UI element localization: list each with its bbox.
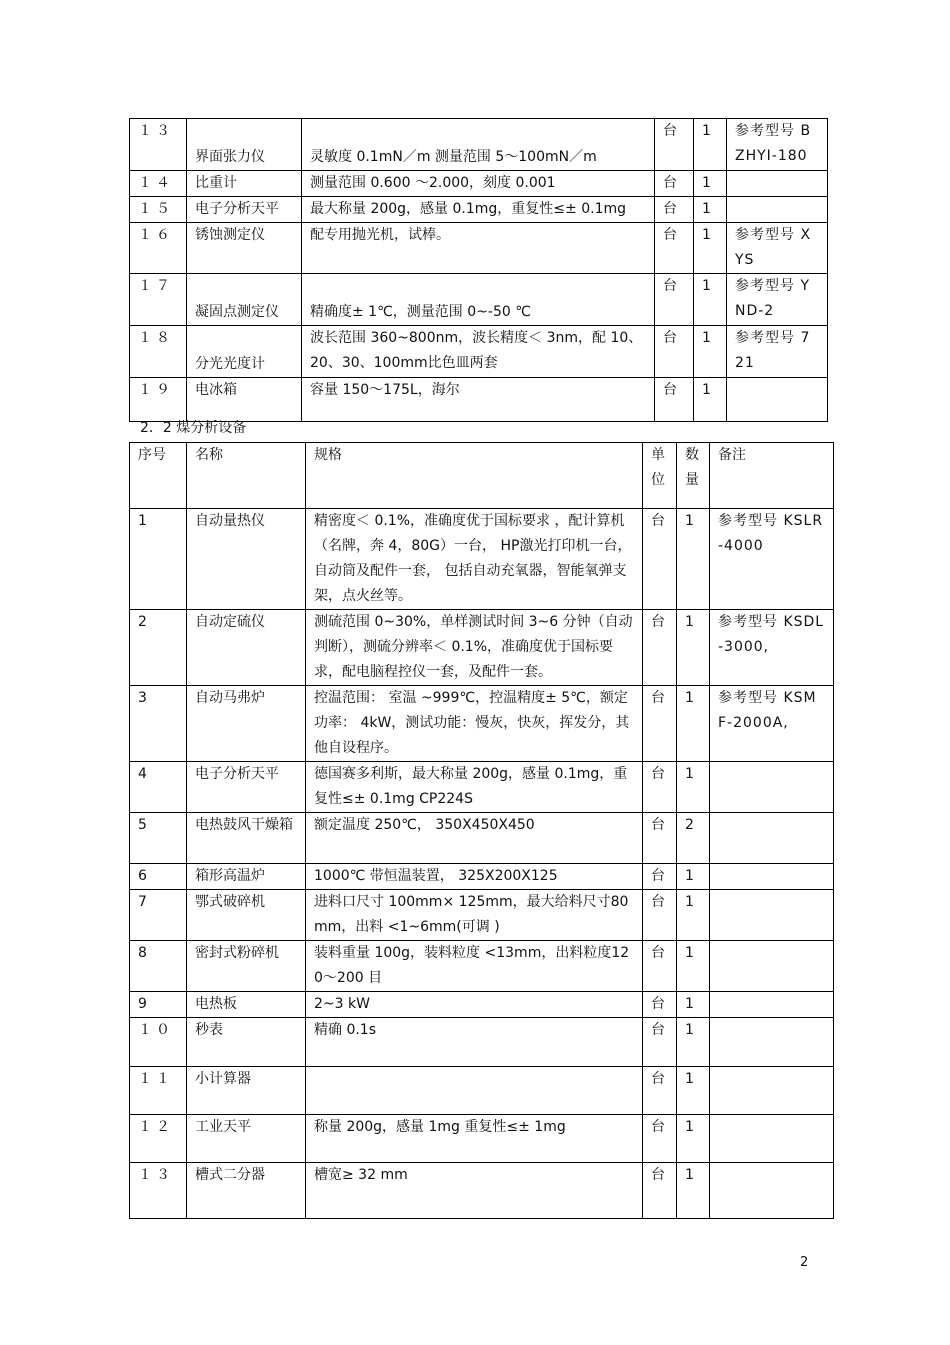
row-qty: 1 bbox=[677, 1018, 710, 1067]
row-qty: 1 bbox=[694, 197, 727, 223]
page-number: 2 bbox=[800, 1255, 809, 1270]
row-unit: 台 bbox=[655, 119, 694, 171]
row-unit: 台 bbox=[643, 610, 677, 686]
row-qty: 1 bbox=[694, 119, 727, 171]
row-spec: 最大称量 200g，感量 0.1mg，重复性≤± 0.1mg bbox=[302, 197, 655, 223]
row-spec: 额定温度 250℃， 350X450X450 bbox=[306, 813, 643, 864]
row-qty: 1 bbox=[677, 941, 710, 992]
row-note bbox=[710, 813, 834, 864]
row-spec: 精确 0.1s bbox=[306, 1018, 643, 1067]
row-unit: 台 bbox=[643, 992, 677, 1018]
row-qty: 1 bbox=[677, 890, 710, 941]
table-row bbox=[130, 610, 834, 686]
row-note bbox=[710, 992, 834, 1018]
table-row bbox=[130, 762, 834, 813]
table-row bbox=[130, 864, 834, 890]
row-spec: 精密度＜ 0.1%，准确度优于国标要求 ，配计算机（名牌，奔 4，80G）一台， HP激光打印机一台， 自动筒及配件一套， 包括自动充氧器，智能氧弹支架，点火丝等。 bbox=[306, 509, 643, 610]
row-note bbox=[710, 1115, 834, 1163]
row-unit: 台 bbox=[643, 762, 677, 813]
table-row bbox=[130, 1018, 834, 1067]
header-note: 备注 bbox=[710, 443, 834, 509]
row-name: 箱形高温炉 bbox=[187, 864, 306, 890]
header-name: 名称 bbox=[187, 443, 306, 509]
row-number: １１ bbox=[130, 1067, 187, 1115]
row-note bbox=[710, 864, 834, 890]
row-name: 电热板 bbox=[187, 992, 306, 1018]
row-unit: 台 bbox=[655, 378, 694, 422]
row-number: １８ bbox=[130, 326, 187, 378]
coal-analysis-equipment-table bbox=[129, 442, 834, 1219]
row-unit: 台 bbox=[643, 509, 677, 610]
table-row bbox=[130, 1115, 834, 1163]
row-note bbox=[727, 197, 828, 223]
row-qty: 1 bbox=[677, 610, 710, 686]
row-name: 分光光度计 bbox=[187, 326, 302, 378]
row-name: 密封式粉碎机 bbox=[187, 941, 306, 992]
table-row bbox=[130, 326, 828, 378]
row-note bbox=[710, 941, 834, 992]
table-row bbox=[130, 686, 834, 762]
row-qty: 1 bbox=[677, 992, 710, 1018]
row-spec: 容量 150～175L，海尔 bbox=[302, 378, 655, 422]
row-note bbox=[710, 762, 834, 813]
row-qty: 1 bbox=[694, 223, 727, 274]
row-unit: 台 bbox=[643, 864, 677, 890]
row-name: 凝固点测定仪 bbox=[187, 274, 302, 326]
row-unit: 台 bbox=[643, 1067, 677, 1115]
row-note: 参考型号 KSDL-3000, bbox=[710, 610, 834, 686]
row-unit: 台 bbox=[655, 197, 694, 223]
row-unit: 台 bbox=[643, 941, 677, 992]
row-spec: 称量 200g，感量 1mg 重复性≤± 1mg bbox=[306, 1115, 643, 1163]
row-number: １２ bbox=[130, 1115, 187, 1163]
row-unit: 台 bbox=[655, 326, 694, 378]
table-row bbox=[130, 197, 828, 223]
row-qty: 1 bbox=[694, 326, 727, 378]
row-number: 9 bbox=[130, 992, 187, 1018]
row-unit: 台 bbox=[643, 890, 677, 941]
row-number: １３ bbox=[130, 1163, 187, 1219]
row-spec: 控温范围： 室温 ~999℃，控温精度± 5℃，额定功率： 4kW，测试功能：慢灰，快灰，挥发分，其他自设程序。 bbox=[306, 686, 643, 762]
row-note: 参考型号 KSMF-2000A, bbox=[710, 686, 834, 762]
row-name: 锈蚀测定仪 bbox=[187, 223, 302, 274]
row-number: 5 bbox=[130, 813, 187, 864]
row-spec: 1000℃ 带恒温装置， 325X200X125 bbox=[306, 864, 643, 890]
row-qty: 1 bbox=[694, 274, 727, 326]
row-number: 6 bbox=[130, 864, 187, 890]
row-number: １５ bbox=[130, 197, 187, 223]
row-qty: 1 bbox=[677, 1115, 710, 1163]
row-name: 自动定硫仪 bbox=[187, 610, 306, 686]
row-note bbox=[710, 1018, 834, 1067]
row-note: 参考型号 XYS bbox=[727, 223, 828, 274]
row-name: 秒表 bbox=[187, 1018, 306, 1067]
row-unit: 台 bbox=[643, 1115, 677, 1163]
row-qty: 1 bbox=[677, 509, 710, 610]
row-note: 参考型号 YND-2 bbox=[727, 274, 828, 326]
row-qty: 2 bbox=[677, 813, 710, 864]
row-qty: 1 bbox=[694, 171, 727, 197]
row-number: １６ bbox=[130, 223, 187, 274]
row-note bbox=[710, 1067, 834, 1115]
table-row bbox=[130, 378, 828, 422]
row-name: 工业天平 bbox=[187, 1115, 306, 1163]
row-spec: 测硫范围 0~30%，单样测试时间 3~6 分钟（自动判断），测硫分辨率＜ 0.1%，准确度优于国标要求，配电脑程控仪一套，及配件一套。 bbox=[306, 610, 643, 686]
row-spec: 灵敏度 0.1mN／m 测量范围 5～100mN／m bbox=[302, 119, 655, 171]
table-header-row bbox=[130, 443, 834, 509]
table-row bbox=[130, 509, 834, 610]
table-row bbox=[130, 992, 834, 1018]
row-name: 槽式二分器 bbox=[187, 1163, 306, 1219]
header-unit: 单位 bbox=[643, 443, 677, 509]
instrument-table-continued bbox=[129, 118, 828, 422]
row-unit: 台 bbox=[655, 171, 694, 197]
row-note bbox=[727, 171, 828, 197]
row-spec: 2~3 kW bbox=[306, 992, 643, 1018]
row-qty: 1 bbox=[677, 686, 710, 762]
row-number: 7 bbox=[130, 890, 187, 941]
table-row bbox=[130, 1067, 834, 1115]
table-row bbox=[130, 274, 828, 326]
row-qty: 1 bbox=[677, 1067, 710, 1115]
row-name: 比重计 bbox=[187, 171, 302, 197]
row-name: 电热鼓风干燥箱 bbox=[187, 813, 306, 864]
row-name: 电子分析天平 bbox=[187, 762, 306, 813]
row-number: 3 bbox=[130, 686, 187, 762]
row-name: 小计算器 bbox=[187, 1067, 306, 1115]
row-qty: 1 bbox=[677, 1163, 710, 1219]
row-spec: 精确度± 1℃，测量范围 0~-50 ℃ bbox=[302, 274, 655, 326]
row-unit: 台 bbox=[643, 813, 677, 864]
row-spec: 测量范围 0.600 ～2.000，刻度 0.001 bbox=[302, 171, 655, 197]
row-number: １７ bbox=[130, 274, 187, 326]
row-name: 自动量热仪 bbox=[187, 509, 306, 610]
row-note: 参考型号 BZHYI-180 bbox=[727, 119, 828, 171]
row-number: 4 bbox=[130, 762, 187, 813]
row-unit: 台 bbox=[643, 686, 677, 762]
table-row bbox=[130, 890, 834, 941]
row-spec: 装料重量 100g，装料粒度 <13mm，出料粒度120～200 目 bbox=[306, 941, 643, 992]
row-unit: 台 bbox=[655, 274, 694, 326]
row-qty: 1 bbox=[677, 864, 710, 890]
row-name: 电冰箱 bbox=[187, 378, 302, 422]
row-note: 参考型号 KSLR-4000 bbox=[710, 509, 834, 610]
row-number: １０ bbox=[130, 1018, 187, 1067]
row-spec bbox=[306, 1067, 643, 1115]
row-number: １９ bbox=[130, 378, 187, 422]
row-note: 参考型号 721 bbox=[727, 326, 828, 378]
row-unit: 台 bbox=[643, 1163, 677, 1219]
row-spec: 槽宽≥ 32 mm bbox=[306, 1163, 643, 1219]
row-qty: 1 bbox=[677, 762, 710, 813]
row-name: 鄂式破碎机 bbox=[187, 890, 306, 941]
row-name: 自动马弗炉 bbox=[187, 686, 306, 762]
section-title: 2．2 煤分析设备 bbox=[140, 420, 247, 436]
row-unit: 台 bbox=[643, 1018, 677, 1067]
header-spec: 规格 bbox=[306, 443, 643, 509]
row-number: 1 bbox=[130, 509, 187, 610]
row-number: 8 bbox=[130, 941, 187, 992]
table-row bbox=[130, 813, 834, 864]
row-qty: 1 bbox=[694, 378, 727, 422]
table-row bbox=[130, 223, 828, 274]
table-row bbox=[130, 1163, 834, 1219]
header-num: 序号 bbox=[130, 443, 187, 509]
row-number: 2 bbox=[130, 610, 187, 686]
table-row bbox=[130, 171, 828, 197]
row-name: 电子分析天平 bbox=[187, 197, 302, 223]
row-spec: 配专用抛光机，试棒。 bbox=[302, 223, 655, 274]
row-unit: 台 bbox=[655, 223, 694, 274]
row-name: 界面张力仪 bbox=[187, 119, 302, 171]
row-spec: 波长范围 360~800nm，波长精度＜ 3nm，配 10、20、30、100mm比色皿两套 bbox=[302, 326, 655, 378]
row-spec: 进料口尺寸 100mm× 125mm，最大给料尺寸80mm，出料 <1~6mm(可调 ) bbox=[306, 890, 643, 941]
header-qty: 数量 bbox=[677, 443, 710, 509]
row-number: １３ bbox=[130, 119, 187, 171]
row-spec: 德国赛多利斯，最大称量 200g，感量 0.1mg，重复性≤± 0.1mg CP224S bbox=[306, 762, 643, 813]
row-note bbox=[727, 378, 828, 422]
row-note bbox=[710, 890, 834, 941]
row-note bbox=[710, 1163, 834, 1219]
table-row bbox=[130, 119, 828, 171]
row-number: １４ bbox=[130, 171, 187, 197]
table-row bbox=[130, 941, 834, 992]
